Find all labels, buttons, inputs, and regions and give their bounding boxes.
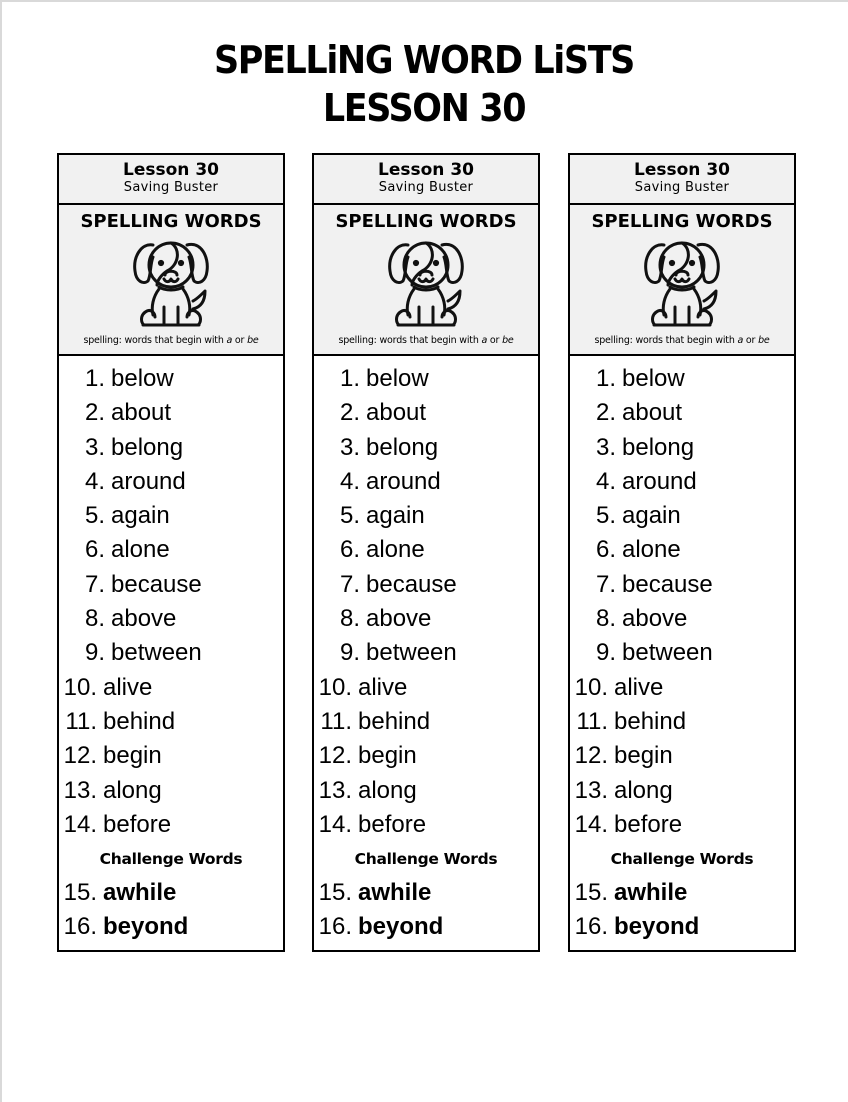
word-text: behind bbox=[614, 707, 687, 735]
word-number: 9. bbox=[595, 639, 616, 667]
word-list-card bbox=[312, 153, 540, 952]
spelling-rule-note: spelling: words that begin with a or be bbox=[83, 335, 259, 346]
dog-icon bbox=[131, 235, 211, 329]
banner-title: SPELLING WORDS bbox=[80, 211, 262, 232]
page-title bbox=[34, 36, 814, 132]
lesson-label: Lesson 30 bbox=[378, 160, 474, 180]
word-text: before bbox=[358, 810, 427, 838]
word-text: behind bbox=[103, 707, 176, 735]
word-item bbox=[59, 362, 283, 396]
word-item bbox=[570, 465, 794, 499]
word-text: between bbox=[622, 639, 713, 667]
word-item bbox=[570, 671, 794, 705]
word-text: again bbox=[366, 502, 425, 530]
story-title: Saving Buster bbox=[123, 180, 219, 195]
word-text: alone bbox=[111, 536, 170, 564]
word-item bbox=[570, 602, 794, 636]
word-number: 16. bbox=[574, 913, 608, 941]
word-number: 9. bbox=[84, 639, 105, 667]
word-item bbox=[570, 739, 794, 773]
word-item bbox=[570, 774, 794, 808]
word-text: behind bbox=[358, 707, 431, 735]
word-number: 1. bbox=[339, 365, 360, 392]
banner-title: SPELLING WORDS bbox=[335, 211, 517, 232]
word-number: 15. bbox=[318, 879, 352, 907]
word-text: above bbox=[366, 605, 432, 633]
word-text: begin bbox=[358, 742, 417, 770]
word-number: 7. bbox=[339, 570, 360, 598]
word-number: 12. bbox=[63, 742, 97, 770]
word-number: 15. bbox=[63, 879, 97, 907]
word-number: 12. bbox=[318, 742, 352, 770]
word-number: 13. bbox=[318, 776, 352, 804]
word-item bbox=[59, 568, 283, 602]
word-number: 4. bbox=[339, 467, 360, 495]
challenge-word-item bbox=[314, 876, 538, 910]
word-number: 14. bbox=[318, 810, 352, 838]
word-number: 16. bbox=[63, 913, 97, 941]
challenge-word-item bbox=[59, 876, 283, 910]
word-number: 8. bbox=[595, 605, 616, 633]
card-header bbox=[59, 155, 283, 205]
word-number: 10. bbox=[63, 673, 97, 701]
word-item bbox=[314, 705, 538, 739]
word-list bbox=[59, 356, 283, 945]
word-item bbox=[314, 362, 538, 396]
dog-icon bbox=[642, 235, 722, 329]
word-number: 3. bbox=[595, 433, 616, 461]
word-item bbox=[570, 705, 794, 739]
word-number: 2. bbox=[84, 399, 105, 427]
challenge-word-item bbox=[314, 910, 538, 944]
word-number: 9. bbox=[339, 639, 360, 667]
word-number: 16. bbox=[318, 913, 352, 941]
word-text: because bbox=[622, 570, 713, 598]
word-text: belong bbox=[622, 433, 695, 461]
word-number: 7. bbox=[84, 570, 105, 598]
word-text: about bbox=[366, 399, 427, 427]
word-text: belong bbox=[111, 433, 184, 461]
spelling-banner bbox=[570, 205, 794, 356]
word-text: between bbox=[111, 639, 202, 667]
word-item bbox=[314, 499, 538, 533]
word-text: awhile bbox=[358, 879, 432, 907]
challenge-word-item bbox=[570, 910, 794, 944]
word-number: 6. bbox=[84, 536, 105, 564]
word-list bbox=[314, 356, 538, 945]
word-number: 10. bbox=[574, 673, 608, 701]
spelling-banner bbox=[314, 205, 538, 356]
word-text: alive bbox=[614, 673, 664, 701]
word-number: 11. bbox=[576, 707, 608, 735]
word-item bbox=[59, 602, 283, 636]
word-text: again bbox=[622, 502, 681, 530]
word-text: between bbox=[366, 639, 457, 667]
word-number: 11. bbox=[65, 707, 97, 735]
word-text: awhile bbox=[614, 879, 688, 907]
word-item bbox=[570, 431, 794, 465]
word-text: belong bbox=[366, 433, 439, 461]
challenge-words-heading: Challenge Words bbox=[99, 850, 243, 869]
word-number: 6. bbox=[595, 536, 616, 564]
word-item bbox=[570, 636, 794, 670]
word-item bbox=[59, 671, 283, 705]
word-item bbox=[570, 396, 794, 430]
word-text: along bbox=[614, 776, 673, 804]
word-text: around bbox=[366, 467, 441, 495]
word-text: around bbox=[622, 467, 697, 495]
word-number: 3. bbox=[84, 433, 105, 461]
word-number: 11. bbox=[320, 707, 352, 735]
word-text: before bbox=[614, 810, 683, 838]
word-text: along bbox=[103, 776, 162, 804]
word-number: 7. bbox=[595, 570, 616, 598]
word-item bbox=[314, 808, 538, 842]
word-number: 2. bbox=[339, 399, 360, 427]
word-text: below bbox=[366, 365, 429, 392]
word-number: 8. bbox=[339, 605, 360, 633]
word-item bbox=[314, 533, 538, 567]
word-number: 15. bbox=[574, 879, 608, 907]
word-number: 12. bbox=[574, 742, 608, 770]
word-number: 2. bbox=[595, 399, 616, 427]
spelling-rule-note: spelling: words that begin with a or be bbox=[594, 335, 770, 346]
word-item bbox=[314, 431, 538, 465]
challenge-word-item bbox=[570, 876, 794, 910]
word-item bbox=[314, 396, 538, 430]
card-header bbox=[570, 155, 794, 205]
word-text: because bbox=[366, 570, 457, 598]
word-text: begin bbox=[614, 742, 673, 770]
word-number: 5. bbox=[84, 502, 105, 530]
word-item bbox=[59, 533, 283, 567]
story-title: Saving Buster bbox=[378, 180, 474, 195]
word-text: beyond bbox=[103, 913, 189, 941]
word-item bbox=[59, 396, 283, 430]
word-number: 5. bbox=[339, 502, 360, 530]
word-item bbox=[59, 739, 283, 773]
word-item bbox=[59, 636, 283, 670]
challenge-words-heading: Challenge Words bbox=[610, 850, 754, 869]
word-item bbox=[59, 499, 283, 533]
word-text: because bbox=[111, 570, 202, 598]
word-text: alone bbox=[366, 536, 425, 564]
word-item bbox=[570, 568, 794, 602]
word-number: 3. bbox=[339, 433, 360, 461]
word-item bbox=[314, 739, 538, 773]
word-text: below bbox=[111, 365, 174, 392]
word-item bbox=[570, 499, 794, 533]
lesson-label: Lesson 30 bbox=[123, 160, 219, 180]
word-number: 13. bbox=[574, 776, 608, 804]
word-item bbox=[314, 602, 538, 636]
challenge-words-heading: Challenge Words bbox=[354, 850, 498, 869]
word-text: beyond bbox=[614, 913, 700, 941]
word-text: along bbox=[358, 776, 417, 804]
word-item bbox=[59, 431, 283, 465]
word-item bbox=[59, 705, 283, 739]
word-text: begin bbox=[103, 742, 162, 770]
page-title-line1: SPELLiNG WORD LiSTS bbox=[213, 38, 634, 82]
word-text: about bbox=[111, 399, 172, 427]
word-number: 4. bbox=[595, 467, 616, 495]
word-item bbox=[314, 636, 538, 670]
word-text: before bbox=[103, 810, 172, 838]
word-number: 14. bbox=[63, 810, 97, 838]
word-text: above bbox=[622, 605, 688, 633]
word-text: below bbox=[622, 365, 685, 392]
word-item bbox=[59, 808, 283, 842]
word-number: 8. bbox=[84, 605, 105, 633]
word-number: 6. bbox=[339, 536, 360, 564]
word-number: 10. bbox=[318, 673, 352, 701]
word-item bbox=[314, 465, 538, 499]
challenge-word-item bbox=[59, 910, 283, 944]
word-text: alive bbox=[103, 673, 153, 701]
lesson-label: Lesson 30 bbox=[634, 160, 730, 180]
page-title-line2: LESSON 30 bbox=[322, 86, 526, 130]
word-text: alone bbox=[622, 536, 681, 564]
word-text: awhile bbox=[103, 879, 177, 907]
word-item bbox=[314, 774, 538, 808]
word-text: above bbox=[111, 605, 177, 633]
word-list bbox=[570, 356, 794, 945]
word-item bbox=[59, 774, 283, 808]
word-item bbox=[570, 808, 794, 842]
word-number: 1. bbox=[84, 365, 105, 392]
word-list-card bbox=[568, 153, 796, 952]
word-text: alive bbox=[358, 673, 408, 701]
card-header bbox=[314, 155, 538, 205]
word-item bbox=[570, 533, 794, 567]
word-number: 1. bbox=[595, 365, 616, 392]
word-number: 14. bbox=[574, 810, 608, 838]
dog-icon bbox=[386, 235, 466, 329]
word-text: around bbox=[111, 467, 186, 495]
word-text: again bbox=[111, 502, 170, 530]
banner-title: SPELLING WORDS bbox=[591, 211, 773, 232]
word-text: about bbox=[622, 399, 683, 427]
word-number: 4. bbox=[84, 467, 105, 495]
spelling-rule-note: spelling: words that begin with a or be bbox=[338, 335, 514, 346]
spelling-banner bbox=[59, 205, 283, 356]
word-item bbox=[570, 362, 794, 396]
word-text: beyond bbox=[358, 913, 444, 941]
story-title: Saving Buster bbox=[634, 180, 730, 195]
word-item bbox=[314, 568, 538, 602]
word-number: 13. bbox=[63, 776, 97, 804]
word-item bbox=[59, 465, 283, 499]
word-number: 5. bbox=[595, 502, 616, 530]
word-item bbox=[314, 671, 538, 705]
word-list-card bbox=[57, 153, 285, 952]
